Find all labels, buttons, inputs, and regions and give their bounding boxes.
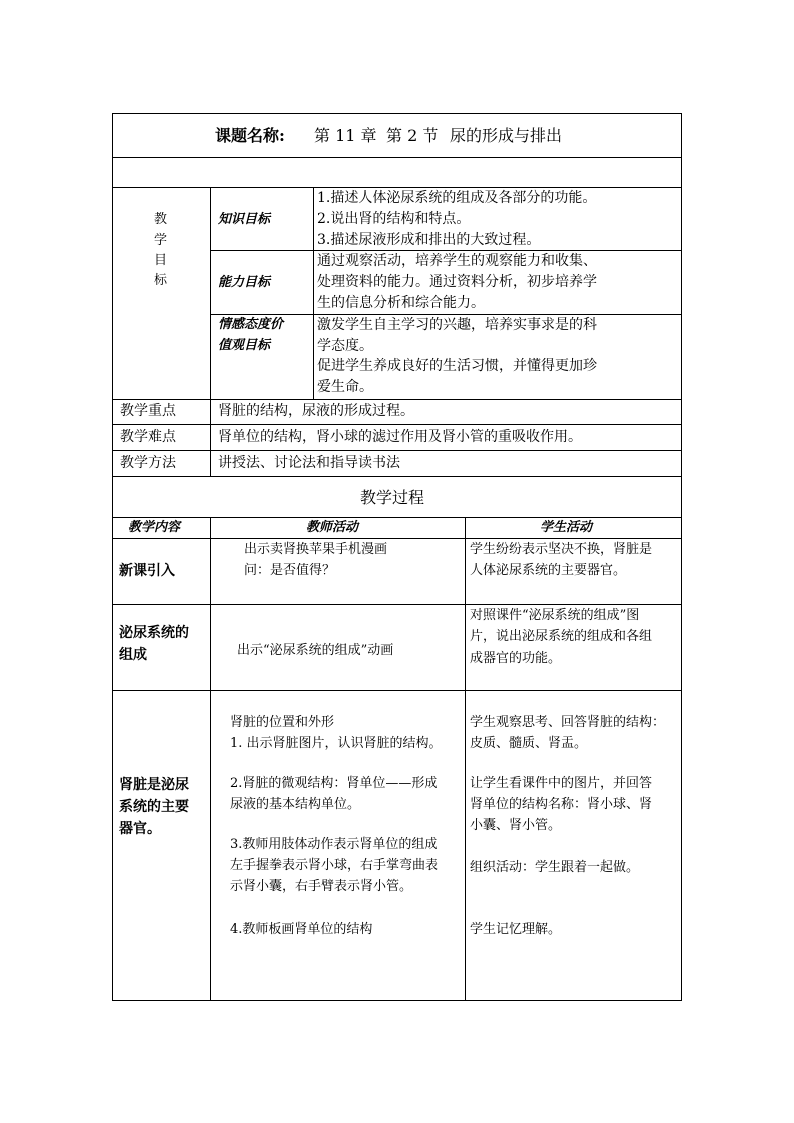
student-activity-line: 让学生看课件中的图片，并回答 (470, 776, 653, 791)
student-activity-line: 学生纷纷表示坚决不换，肾脏是 (470, 542, 653, 557)
process-content-cell: 组成 (119, 647, 147, 663)
student-activity-line: 小囊、肾小管。 (470, 818, 562, 833)
emotion-goal-line: 学态度。 (317, 338, 373, 354)
methods-value: 讲授法、讨论法和指导读书法 (218, 455, 400, 471)
student-activity-line: 人体泌尿系统的主要器官。 (470, 563, 627, 578)
knowledge-goal-line: 3.描述尿液形成和排出的大致过程。 (317, 232, 541, 248)
methods-label: 教学方法 (120, 455, 176, 471)
key-points-label: 教学重点 (120, 403, 176, 419)
objectives-label-char: 标 (154, 273, 168, 288)
student-activity-line: 成器官的功能。 (470, 651, 562, 666)
emotion-goal-line: 激发学生自主学习的兴趣，培养实事求是的科 (317, 317, 597, 333)
difficulties-label: 教学难点 (120, 429, 176, 445)
teacher-activity-line: 尿液的基本结构单位。 (230, 797, 361, 812)
ability-goal-line: 通过观察活动，培养学生的观察能力和收集、 (317, 253, 597, 269)
row-divider (112, 476, 682, 477)
teacher-activity-line: 左手握拳表示肾小球，右手掌弯曲表 (230, 858, 439, 873)
objectives-label-char: 学 (154, 233, 168, 248)
teacher-activity-line: 问：是否值得？ (244, 563, 336, 578)
row-divider (112, 604, 682, 605)
title-chapter: 第 11 章 (314, 126, 377, 145)
emotion-goal-label: 值观目标 (218, 338, 271, 353)
column-header-content: 教学内容 (128, 520, 181, 535)
process-content-cell: 泌尿系统的 (119, 625, 189, 641)
process-heading: 教学过程 (360, 488, 425, 507)
column-divider (313, 187, 314, 400)
title-prefix: 课题名称: (215, 126, 285, 145)
column-divider (465, 517, 466, 1001)
student-activity-line: 组织活动：学生跟着一起做。 (470, 860, 640, 875)
column-header-student: 学生活动 (540, 520, 593, 535)
emotion-goal-line: 促进学生养成良好的生活习惯，并懂得更加珍 (317, 358, 597, 374)
table-border-bottom (112, 1000, 682, 1001)
difficulties-value: 肾单位的结构，肾小球的滤过作用及肾小管的重吸收作用。 (218, 429, 582, 445)
student-activity-line: 学生记忆理解。 (470, 922, 562, 937)
knowledge-goal-line: 2.说出肾的结构和特点。 (317, 211, 471, 227)
process-content-cell: 肾脏是泌尿 (119, 777, 189, 793)
row-divider (112, 450, 682, 451)
title-section: 第 2 节 (386, 126, 439, 145)
emotion-goal-line: 爱生命。 (317, 379, 373, 395)
objectives-label-char: 教 (154, 212, 168, 227)
student-activity-line: 片，说出泌尿系统的组成和各组 (470, 629, 653, 644)
row-divider (112, 187, 682, 188)
column-divider (210, 517, 211, 1001)
row-divider (112, 538, 682, 539)
title-topic: 尿的形成与排出 (450, 126, 563, 145)
row-divider (112, 690, 682, 691)
process-content-cell: 系统的主要 (119, 799, 189, 815)
teacher-activity-line: 示肾小囊，右手臂表示肾小管。 (230, 879, 413, 894)
teacher-activity-line: 出示“泌尿系统的组成”动画 (237, 643, 394, 658)
student-activity-line: 肾单位的结构名称：肾小球、肾 (470, 797, 653, 812)
ability-goal-label: 能力目标 (218, 275, 271, 290)
teacher-activity-line: 1. 出示肾脏图片，认识肾脏的结构。 (230, 736, 442, 751)
row-divider (112, 517, 682, 518)
key-points-value: 肾脏的结构，尿液的形成过程。 (218, 403, 414, 419)
process-content-cell: 器官。 (119, 821, 161, 837)
student-activity-line: 皮质、髓质、肾盂。 (470, 736, 588, 751)
row-divider (112, 399, 682, 400)
student-activity-line: 对照课件“泌尿系统的组成”图 (470, 608, 640, 623)
teacher-activity-line: 2.肾脏的微观结构：肾单位——形成 (230, 776, 438, 791)
teacher-activity-line: 出示卖肾换苹果手机漫画 (244, 542, 388, 557)
table-border-right (681, 113, 682, 1001)
objective-divider (210, 250, 682, 251)
knowledge-goal-label: 知识目标 (218, 212, 271, 227)
teacher-activity-line: 3.教师用肢体动作表示肾单位的组成 (230, 837, 438, 852)
teacher-activity-line: 肾脏的位置和外形 (230, 715, 335, 730)
ability-goal-line: 生的信息分析和综合能力。 (317, 295, 485, 311)
row-divider (112, 157, 682, 158)
teacher-activity-line: 4.教师板画肾单位的结构 (230, 922, 373, 937)
table-border-top (112, 113, 682, 114)
row-divider (112, 424, 682, 425)
table-border-left (112, 113, 113, 1001)
student-activity-line: 学生观察思考、回答肾脏的结构： (470, 715, 666, 730)
ability-goal-line: 处理资料的能力。通过资料分析，初步培养学 (317, 274, 597, 290)
column-divider (210, 187, 211, 477)
objectives-label-char: 目 (154, 253, 168, 268)
process-content-cell: 新课引入 (119, 563, 175, 579)
column-header-teacher: 教师活动 (306, 520, 359, 535)
knowledge-goal-line: 1.描述人体泌尿系统的组成及各部分的功能。 (317, 190, 597, 206)
objective-divider (210, 314, 682, 315)
emotion-goal-label: 情感态度价 (218, 317, 284, 332)
